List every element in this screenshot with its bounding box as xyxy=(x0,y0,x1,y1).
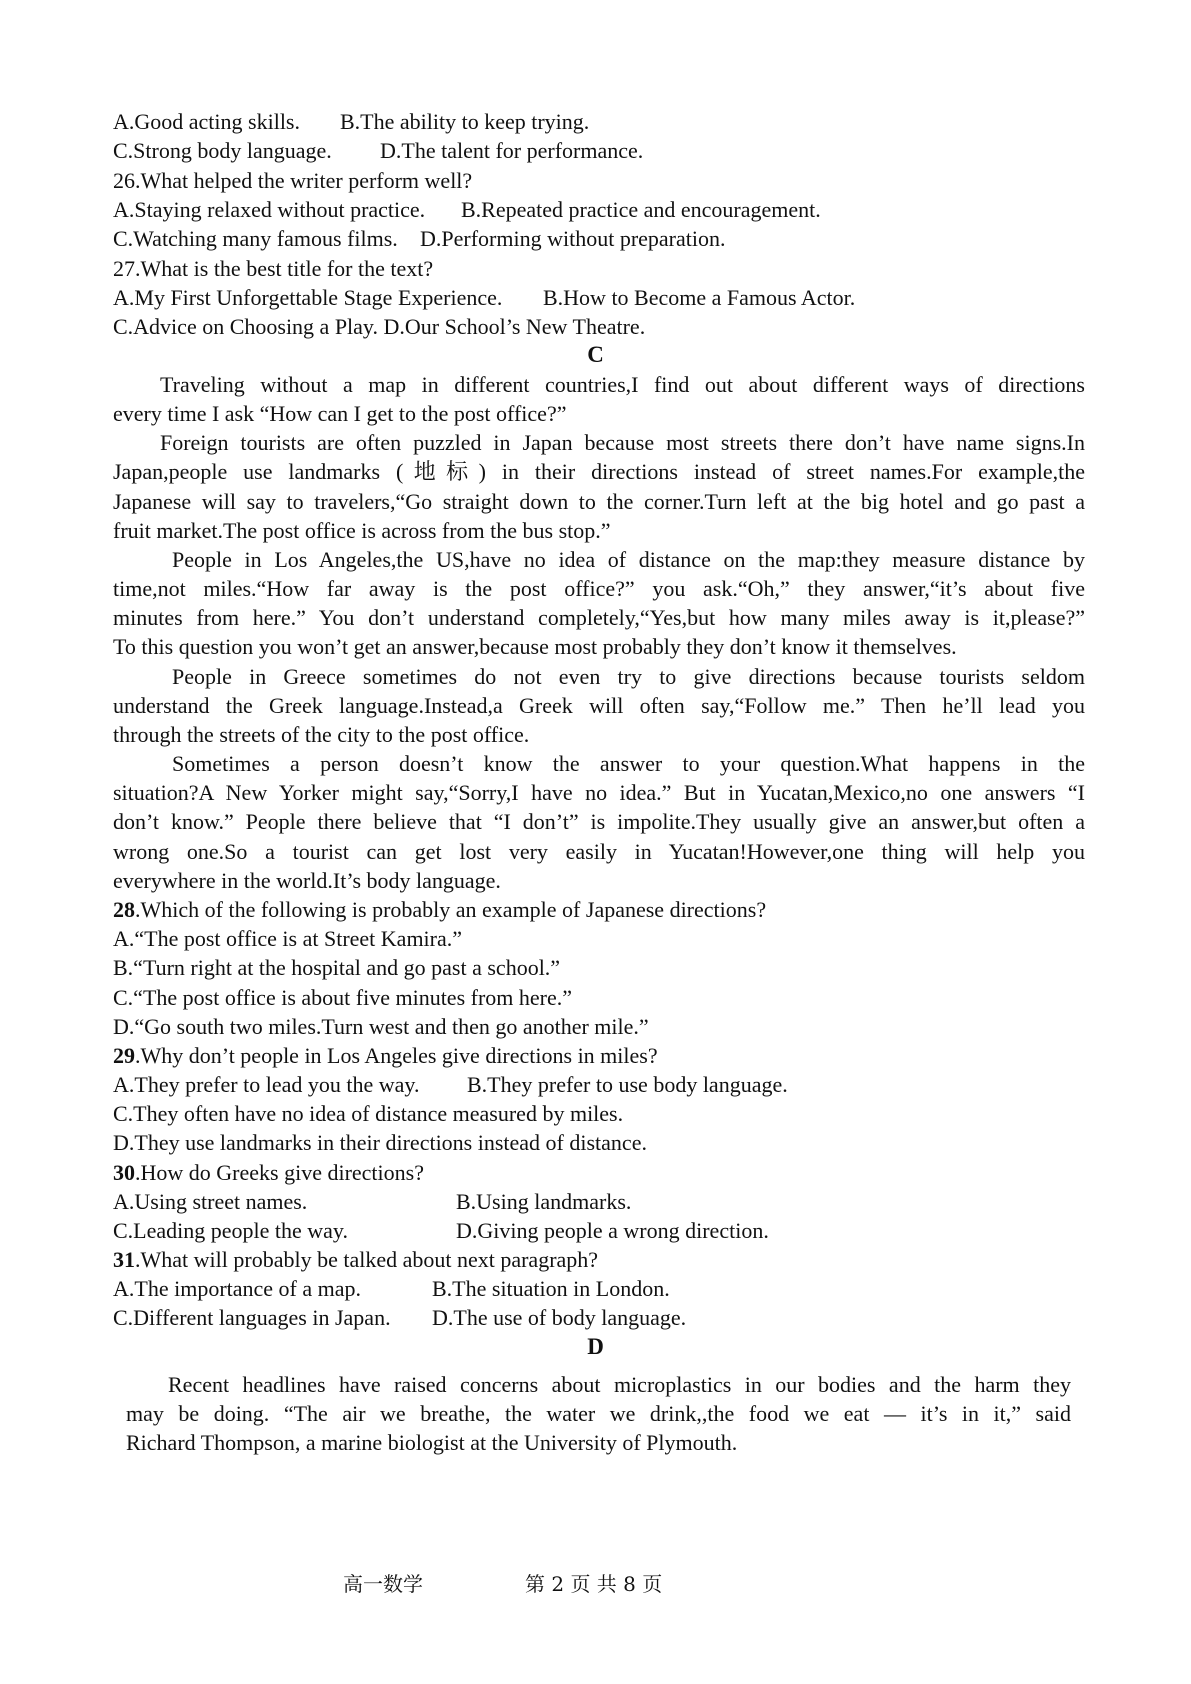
q31-stem-text: .What will probably be talked about next paragraph? xyxy=(135,1247,599,1272)
section-c-p5-line-5: everywhere in the world.It’s body language. xyxy=(113,868,501,893)
q25-option-d: D.The talent for performance. xyxy=(380,138,644,163)
section-c-p5-line-2: situation?A New Yorker might say,“Sorry,I have no idea.” But in Yucatan,Mexico,no one answers “I xyxy=(113,780,1085,805)
section-c-p3-line-2: time,not miles.“How far away is the post office?” you ask.“Oh,” they answer,“it’s about five xyxy=(113,576,1085,601)
section-c-p3-line-1: People in Los Angeles,the US,have no idea of distance on the map:they measure distance by xyxy=(172,547,1085,572)
q30-number: 30 xyxy=(113,1160,135,1185)
q26-option-c: C.Watching many famous films. xyxy=(113,226,398,251)
q30-stem xyxy=(113,1158,1085,1188)
q29-stem-text: .Why don’t people in Los Angeles give directions in miles? xyxy=(135,1043,658,1068)
q28-stem xyxy=(113,895,1085,925)
q26-option-d: D.Performing without preparation. xyxy=(420,226,726,251)
q30-option-a: A.Using street names. xyxy=(113,1189,308,1214)
section-d-p1-line-2: may be doing. “The air we breathe, the water we drink,,the food we eat — it’s in it,” said xyxy=(126,1401,1071,1426)
q29-option-d: D.They use landmarks in their directions instead of distance. xyxy=(113,1130,647,1155)
q28-number: 28 xyxy=(113,897,135,922)
q30-option-c: C.Leading people the way. xyxy=(113,1218,348,1243)
footer-page-info: 第 2 页 共 8 页 xyxy=(525,1572,663,1596)
q27-stem: 27.What is the best title for the text? xyxy=(113,256,434,281)
q31-number: 31 xyxy=(113,1247,135,1272)
q30-option-d: D.Giving people a wrong direction. xyxy=(456,1218,769,1243)
q30-option-b: B.Using landmarks. xyxy=(456,1189,632,1214)
q31-option-c: C.Different languages in Japan. xyxy=(113,1305,391,1330)
section-c-p4-line-3: through the streets of the city to the post office. xyxy=(113,722,530,747)
section-d-p1-line-3: Richard Thompson, a marine biologist at the University of Plymouth. xyxy=(126,1430,738,1455)
q31-stem xyxy=(113,1245,1085,1275)
q25-option-a: A.Good acting skills. xyxy=(113,109,300,134)
section-c-p3-line-4: To this question you won’t get an answer,because most probably they don’t know it themselves. xyxy=(113,634,957,659)
q29-number: 29 xyxy=(113,1043,135,1068)
section-c-p5-line-3: don’t know.” People there believe that “I don’t” is impolite.They usually give an answer,but often a xyxy=(113,809,1085,834)
section-c-p3-line-3: minutes from here.” You don’t understand completely,“Yes,but how many miles away is it,please?” xyxy=(113,605,1085,630)
q28-option-c: C.“The post office is about five minutes from here.” xyxy=(113,985,573,1010)
q26-option-a: A.Staying relaxed without practice. xyxy=(113,197,426,222)
section-c-p2-line-3: Japanese will say to travelers,“Go straight down to the corner.Turn left at the big hotel and go past a xyxy=(113,489,1085,514)
q31-option-d: D.The use of body language. xyxy=(432,1305,687,1330)
section-d-p1-line-1: Recent headlines have raised concerns about microplastics in our bodies and the harm they xyxy=(168,1372,1071,1397)
q31-option-b: B.The situation in London. xyxy=(432,1276,670,1301)
q27-options-row-2: C.Advice on Choosing a Play. D.Our School’s New Theatre. xyxy=(113,314,646,339)
q28-option-b: B.“Turn right at the hospital and go past a school.” xyxy=(113,955,561,980)
q25-option-b: B.The ability to keep trying. xyxy=(340,109,590,134)
q26-option-b: B.Repeated practice and encouragement. xyxy=(461,197,821,222)
section-c-p5-line-4: wrong one.So a tourist can get lost very easily in Yucatan!However,one thing will help you xyxy=(113,839,1085,864)
section-d-heading: D xyxy=(587,1334,604,1359)
section-c-p2-line-4: fruit market.The post office is across from the bus stop.” xyxy=(113,518,611,543)
q26-stem: 26.What helped the writer perform well? xyxy=(113,168,473,193)
q27-option-a: A.My First Unforgettable Stage Experience. xyxy=(113,285,503,310)
section-c-p4-line-2: understand the Greek language.Instead,a Greek will often say,“Follow me.” Then he’ll lead you xyxy=(113,693,1085,718)
section-c-p2-line-1: Foreign tourists are often puzzled in Japan because most streets there don’t have name signs.In xyxy=(160,430,1085,455)
section-c-p1-line-2: every time I ask “How can I get to the post office?” xyxy=(113,401,567,426)
footer-subject: 高一数学 xyxy=(343,1572,423,1596)
q28-stem-text: .Which of the following is probably an example of Japanese directions? xyxy=(135,897,767,922)
q29-option-a: A.They prefer to lead you the way. xyxy=(113,1072,420,1097)
q29-option-b: B.They prefer to use body language. xyxy=(467,1072,788,1097)
section-c-p2-line-2: Japan,people use landmarks (地标) in their directions instead of street names.For example,the xyxy=(113,459,1085,484)
q27-option-b: B.How to Become a Famous Actor. xyxy=(543,285,856,310)
section-c-p4-line-1: People in Greece sometimes do not even try to give directions because tourists seldom xyxy=(172,664,1085,689)
q31-option-a: A.The importance of a map. xyxy=(113,1276,362,1301)
q29-stem xyxy=(113,1041,1085,1071)
section-c-p1-line-1: Traveling without a map in different countries,I find out about different ways of directions xyxy=(160,372,1085,397)
q30-stem-text: .How do Greeks give directions? xyxy=(135,1160,424,1185)
q25-option-c: C.Strong body language. xyxy=(113,138,332,163)
q29-option-c: C.They often have no idea of distance measured by miles. xyxy=(113,1101,624,1126)
q28-option-a: A.“The post office is at Street Kamira.” xyxy=(113,926,463,951)
section-c-p5-line-1: Sometimes a person doesn’t know the answer to your question.What happens in the xyxy=(172,751,1085,776)
section-c-heading: C xyxy=(587,342,604,367)
q28-option-d: D.“Go south two miles.Turn west and then go another mile.” xyxy=(113,1014,649,1039)
